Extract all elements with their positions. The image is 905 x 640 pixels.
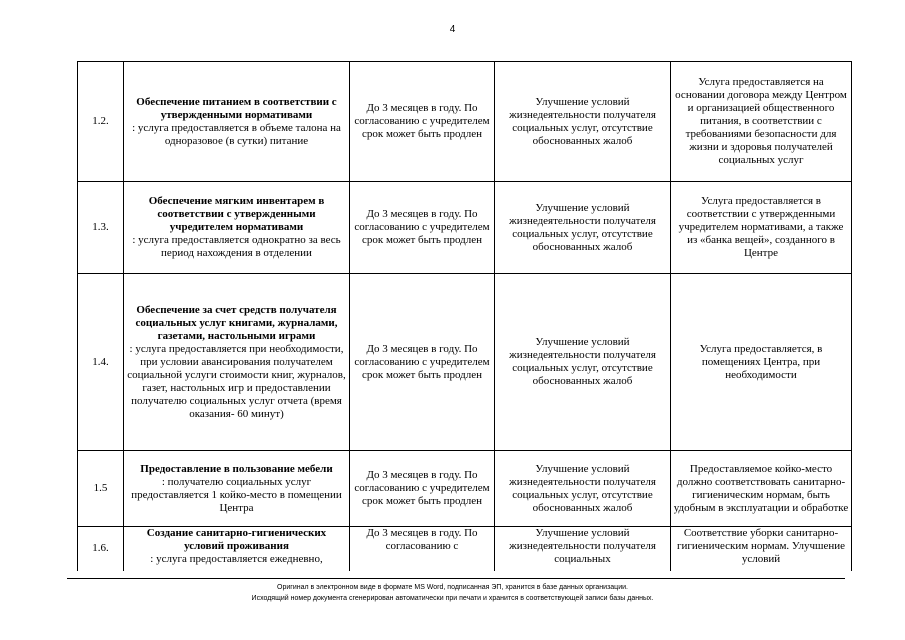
footer-divider [67,578,845,579]
service-result: Улучшение условий жизнедеятельности получателя социальных услуг, отсутствие обоснованных жалоб [495,62,671,182]
table-row [78,274,852,451]
service-title: Обеспечение за счет средств получателя социальных услуг книгами, журналами, газетами, настольными играми [135,303,338,342]
row-number: 1.6. [78,527,124,571]
service-conditions: Услуга предоставляется в соответствии с утвержденными учредителем нормативами, а также из «банка вещей», созданного в Центре [671,182,852,274]
footer-note-original: Оригинал в электронном виде в формате MS Word, подписанная ЭП, хранится в базе данных организации. [277,584,628,591]
service-description [124,274,350,451]
service-term: До 3 месяцев в году. По согласованию с учредителем срок может быть продлен [350,451,495,527]
service-term: До 3 месяцев в году. По согласованию с [350,527,495,571]
page-number: 4 [449,24,456,35]
services-table [77,61,852,571]
service-result: Улучшение условий жизнедеятельности получателя социальных [495,527,671,571]
row-number: 1.2. [78,62,124,182]
service-description [124,62,350,182]
table-row [78,451,852,527]
service-conditions: Услуга предоставляется, в помещениях Центра, при необходимости [671,274,852,451]
service-result: Улучшение условий жизнедеятельности получателя социальных услуг, отсутствие обоснованных жалоб [495,182,671,274]
service-details: : услуга предоставляется при необходимости, при условии авансирования получателем социальной услуги стоимости книг, журналов, газет, настольных игр и предоставлении получателю социальных услуг отчета (время оказания- 60 минут) [127,342,346,420]
service-description [124,451,350,527]
service-description [124,527,350,571]
service-result: Улучшение условий жизнедеятельности получателя социальных услуг, отсутствие обоснованных жалоб [495,274,671,451]
service-title: Обеспечение мягким инвентарем в соответствии с утвержденными учредителем нормативами [148,195,325,233]
service-title: Создание санитарно-гигиенических условий проживания [146,527,327,552]
service-details: : получателю социальных услуг предоставляется 1 койко-место в помещении Центра [131,475,342,514]
service-title: Обеспечение питанием в соответствии с утвержденными нормативами [136,95,337,121]
service-conditions: Услуга предоставляется на основании договора между Центром и организацией общественного питания, в соответствии с требованиями безопасности для жизни и здоровья получателей социальных услуг [671,62,852,182]
table-row [78,62,852,182]
service-details: : услуга предоставляется в объеме талона на одноразовое (в сутки) питание [132,121,341,147]
service-description [124,182,350,274]
row-number: 1.4. [78,274,124,451]
table-row [78,527,852,571]
service-conditions: Соответствие уборки санитарно-гигиеническим нормам. Улучшение условий [671,527,852,571]
row-number: 1.5 [78,451,124,527]
service-term: До 3 месяцев в году. По согласованию с учредителем срок может быть продлен [350,62,495,182]
service-details: : услуга предоставляется однократно за весь период нахождения в отделении [132,234,341,259]
row-number: 1.3. [78,182,124,274]
footer-note-number: Исходящий номер документа сгенерирован автоматически при печати и хранится в соответствующей записи базы данных. [251,595,654,602]
service-details: : услуга предоставляется ежедневно, [150,553,323,565]
table-row [78,182,852,274]
service-conditions: Предоставляемое койко-место должно соответствовать санитарно-гигиеническим нормам, быть удобным в эксплуатации и обработке [671,451,852,527]
service-result: Улучшение условий жизнедеятельности получателя социальных услуг, отсутствие обоснованных жалоб [495,451,671,527]
service-title: Предоставление в пользование мебели [140,462,333,475]
service-term: До 3 месяцев в году. По согласованию с учредителем срок может быть продлен [350,274,495,451]
service-term: До 3 месяцев в году. По согласованию с учредителем срок может быть продлен [350,182,495,274]
